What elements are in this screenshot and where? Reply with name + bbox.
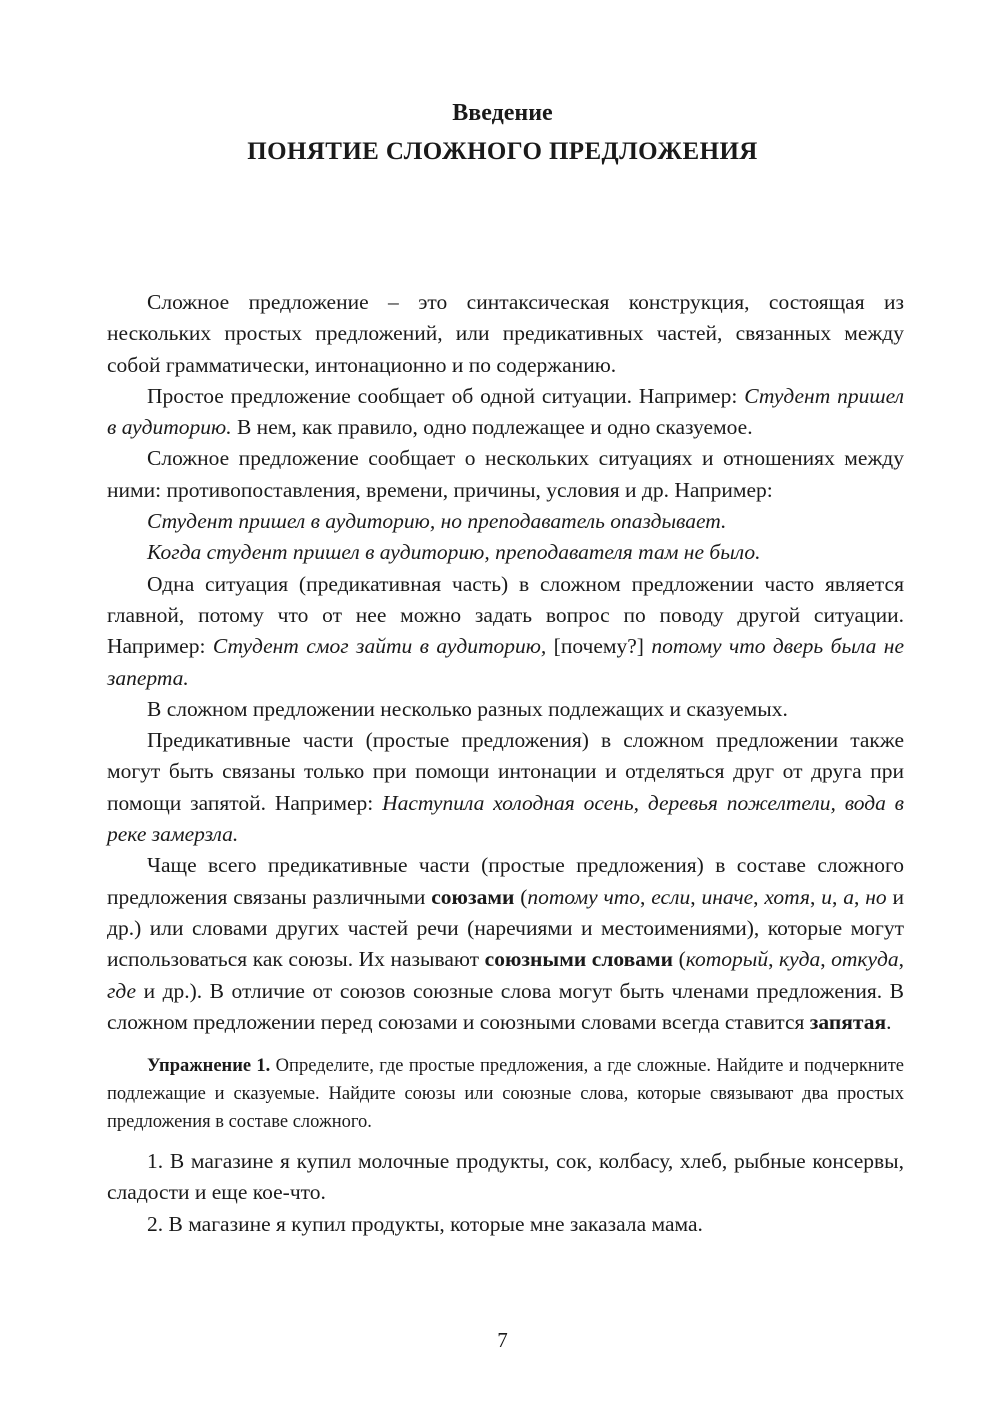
text-run: , [690, 884, 702, 909]
body-text [107, 287, 904, 1240]
example-italic: Студент смог зайти в аудиторию, [212, 634, 547, 659]
section-intro-heading: Введение [452, 100, 553, 126]
example-sentence-2 [107, 537, 904, 568]
example-italic: Когда студент пришел в аудиторию, преподавателя там не было. [147, 540, 761, 565]
text-run: , [820, 947, 832, 972]
text-run: В нем, как правило, одно подлежащее и одно сказуемое. [231, 415, 753, 440]
page-number: 7 [497, 1328, 508, 1352]
text-run: , [768, 947, 780, 972]
text-run: , [640, 884, 652, 909]
term-italic: хотя [764, 884, 810, 909]
exercise-text: Определите, где простые предложения, а где сложные. Найдите и подчеркните подлежащие и сказуемые. Найдите союзы или союзные слова, которые связывают два простых предложения в составе сложного. [107, 1056, 904, 1133]
exercise-item-2: 2. В магазине я купил продукты, которые мне заказала мама. [147, 1211, 703, 1236]
text-run: , [853, 884, 866, 909]
example-italic: Студент пришел в аудиторию. [107, 383, 904, 440]
paragraph-1: Сложное предложение – это синтаксическая конструкция, состоящая из нескольких простых предложений, или предикативных частей, связанных между собой грамматически, интонационно и по содержанию. [107, 290, 904, 377]
term-italic: и [821, 884, 832, 909]
text-run: , [809, 884, 822, 909]
term-italic: потому что [527, 884, 641, 909]
text-run: , [898, 947, 904, 972]
paragraph-3: Сложное предложение сообщает о нескольких ситуациях и отношениях между ними: противопоставления, времени, причины, условия и др. Например: [107, 446, 904, 502]
paragraph-2 [107, 381, 904, 444]
text-run: и др.). В отличие от союзов союзные слова могут быть членами предложения. В сложном предложении перед союзами и союзными словами всегда ставится [107, 978, 904, 1034]
term-italic: где [107, 978, 137, 1003]
text-run: ( [673, 947, 686, 972]
term-italic: если [651, 884, 691, 909]
exercise-label: Упражнение 1. [147, 1056, 271, 1077]
text-run: Чаще всего предикативные части (простые предложения) в составе сложного предложения связаны различными [107, 853, 904, 909]
text-run: Предикативные части (простые предложения) в сложном предложении также могут быть связаны только при помощи интонации и отделяться друг от друга при помощи запятой. Например: [107, 728, 904, 815]
term-italic: иначе [701, 884, 754, 909]
term-bold: запятая [809, 1009, 887, 1034]
example-sentence-1 [107, 506, 904, 537]
text-run: ( [514, 884, 528, 909]
paragraph-5: В сложном предложении несколько разных подлежащих и сказуемых. [147, 696, 788, 721]
term-bold: союзами [431, 884, 515, 909]
term-italic: куда [779, 947, 821, 972]
term-italic: а [843, 884, 854, 909]
paragraph-6 [107, 725, 904, 850]
text-run: Простое предложение сообщает об одной ситуации. Например: [147, 383, 745, 408]
example-italic: потому что дверь была не заперта. [107, 634, 905, 690]
term-italic: но [865, 884, 887, 909]
paragraph-7 [107, 850, 904, 1038]
chapter-title: ПОНЯТИЕ СЛОЖНОГО ПРЕДЛОЖЕНИЯ [247, 138, 758, 165]
text-run: , [831, 884, 844, 909]
text-run: . [886, 1009, 892, 1034]
text-run: [почему?] [546, 634, 652, 659]
text-run: , [753, 884, 765, 909]
term-italic: откуда [831, 947, 899, 972]
exercise-item-1: 1. В магазине я купил молочные продукты, сок, колбасу, хлеб, рыбные консервы, сладости и еще кое-что. [107, 1149, 904, 1205]
paragraph-4 [107, 569, 904, 694]
example-italic: Студент пришел в аудиторию, но преподаватель опаздывает. [147, 509, 727, 534]
example-italic: Наступила холодная осень, деревья пожелтели, вода в реке замерзла. [107, 790, 904, 847]
text-run: Одна ситуация (предикативная часть) в сложном предложении часто является главной, потому что от нее можно задать вопрос по поводу другой ситуации. Например: [107, 571, 904, 659]
exercise-1 [107, 1052, 904, 1136]
term-italic: который [685, 947, 769, 972]
term-bold: союзными словами [484, 947, 674, 972]
text-run: и др.) или словами других частей речи (наречиями и местоимениями), которые могут использоваться как союзы. Их называют [107, 884, 905, 972]
